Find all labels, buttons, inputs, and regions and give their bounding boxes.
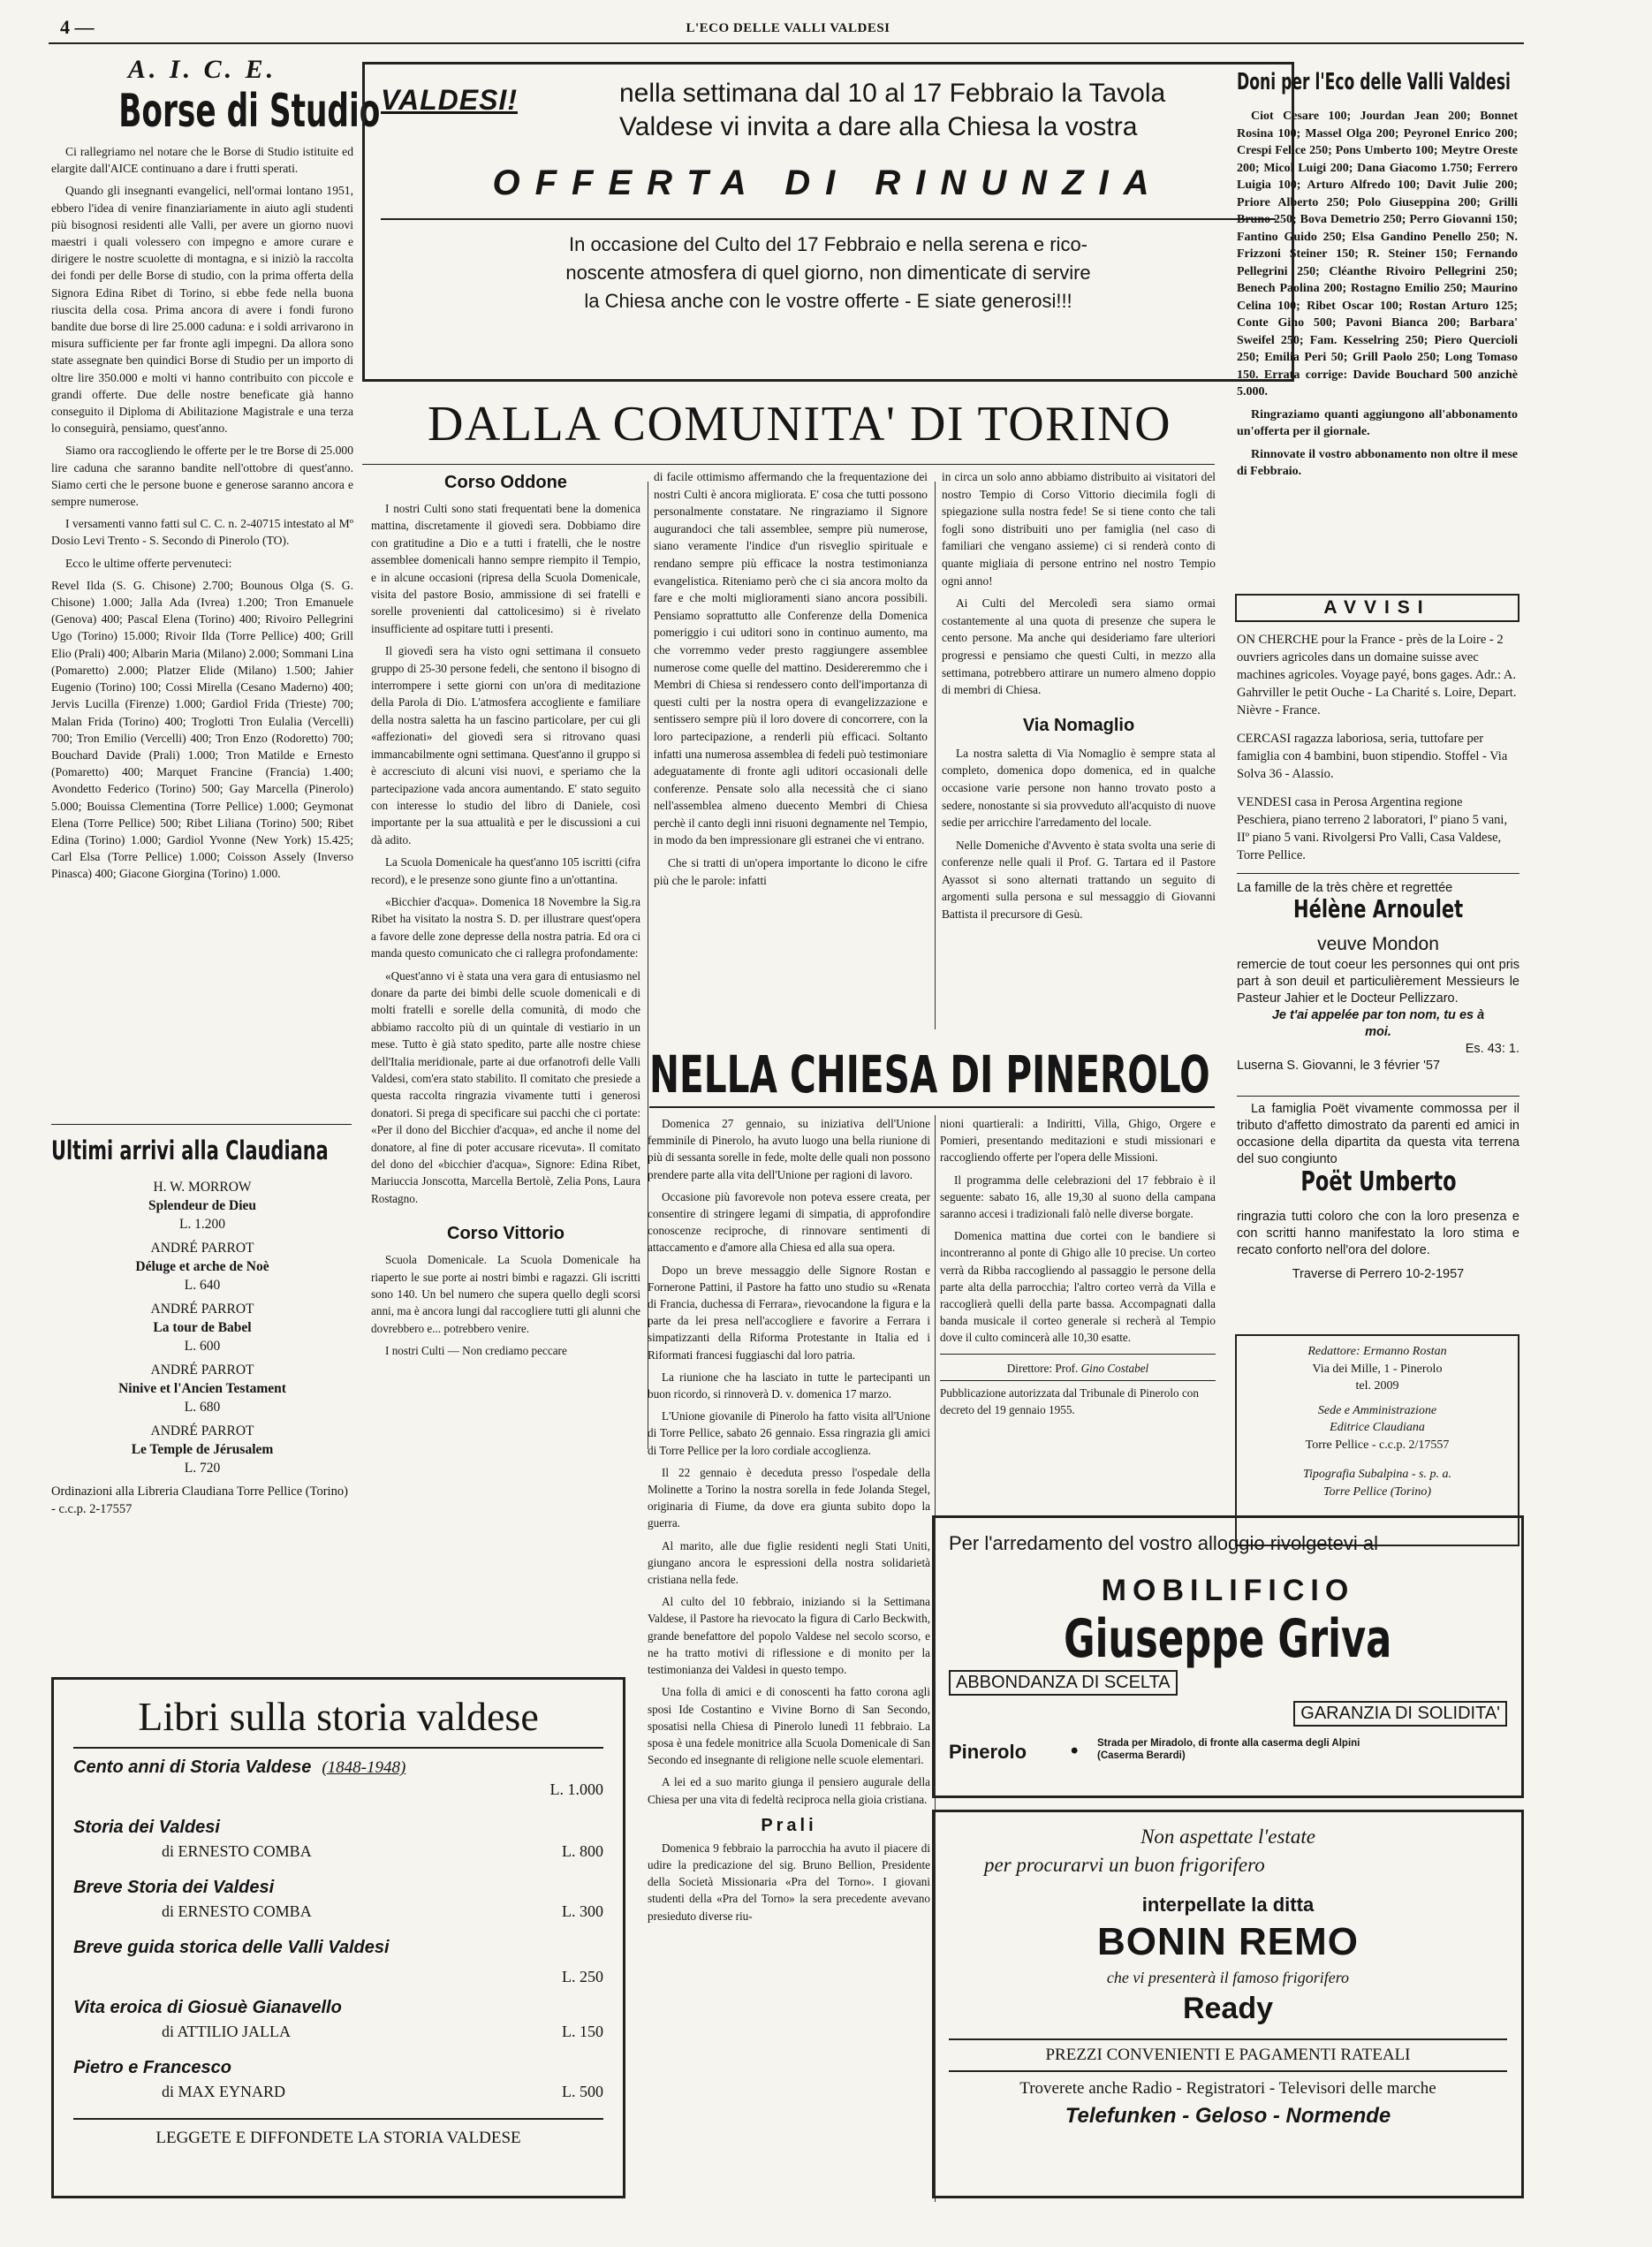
- authorization-text: Pubblicazione autorizzata dal Tribunale di Pinerolo con decreto del 19 gennaio 1955.: [940, 1380, 1216, 1418]
- storia-footer: LEGGETE E DIFFONDETE LA STORIA VALDESE: [73, 2118, 603, 2148]
- doni-heading-wrap: [1237, 69, 1528, 108]
- bonin-ad: [932, 1810, 1524, 2198]
- offerta-line1: nella settimana dal 10 al 17 Febbraio la Tavola: [619, 79, 1166, 108]
- griva-city: Pinerolo: [949, 1741, 1027, 1763]
- offerta-text3: la Chiesa anche con le vostre offerte - E siate generosi!!!: [584, 290, 1072, 312]
- necro1-sub: veuve Mondon: [1317, 934, 1439, 954]
- doni-heading: Doni per l'Eco delle Valli Valdesi: [1237, 69, 1511, 95]
- pinerolo-headline: NELLA CHIESA DI PINEROLO: [649, 1044, 1210, 1105]
- storia-book: [73, 2058, 603, 2113]
- necrology-poet: [1237, 1101, 1519, 1283]
- book-title: Le Temple de Jérusalem: [131, 1442, 274, 1457]
- pinerolo-para-4: La riunione che ha lasciato in tutte le partecipanti un buon ricordo, si rinnoverà D. v. domenica 17 marzo.: [648, 1370, 930, 1401]
- offerta-big: OFFERTA DI RINUNZIA: [492, 163, 1164, 202]
- pinerolo-headline-wrap: [649, 1044, 1215, 1108]
- griva-garanzia: GARANZIA DI SOLIDITA': [1293, 1701, 1507, 1727]
- griva-bullet: •: [1071, 1739, 1079, 1763]
- bonin-sub: che vi presenterà il famoso frigorifero: [1106, 1969, 1350, 1986]
- torino-headline: DALLA COMUNITA' DI TORINO: [427, 397, 1172, 452]
- torino-col2-para-1: di facile ottimismo affermando che la frequentazione dei nostri Culti è ancora migliorata. E' cosa che tutti possono personalmente constatare. Ne ringraziamo il Signore augurandoci che tali assemblee, sempre più numerose, siano veramente l'indice d'un risveglio spirituale e rendano sempre più efficace la nostra testimonianza evangelistica. Riteniamo però che ci sia ancora molto da fare e che molti miglioramenti siano ancora possibili. Pensiamo soprattutto alle Conferenze della Domenica pomeriggio i cui uditori sono in continuo aumento, ma che vorremmo veder presto raggiungere assemblee numerose come quelle del mattino. Desidereremmo che i Membri di Chiesa si rendessero conto dell'importanza di questi culti per la nostra opera di evangelizzazione e sentissero sempre più il loro dovere di concorrere, con la loro partecipazione, a renderli più efficaci. Soltanto infatti una numerosa assemblea di fedeli può testimoniare adeguatamente di fronte agli uditori occasionali delle conferenze. Pensate solo alla necessità che ci siano nell'assemblea almeno duecento Membri di Chiesa perchè il canto degli inni risuoni degnamente nel Tempio, in modo da ben impressionare gli estranei che vi entrano.: [654, 470, 928, 847]
- storia-book-price: L. 250: [562, 1968, 603, 1985]
- director-name: Gino Costabel: [1080, 1361, 1149, 1375]
- book-author: ANDRÉ PARROT: [150, 1363, 254, 1378]
- bonin-brands: Telefunken - Geloso - Normende: [1065, 2104, 1391, 2128]
- book-title: Splendeur de Dieu: [148, 1198, 257, 1213]
- redazione-line: Torre Pellice (Torino): [1322, 1484, 1432, 1499]
- storia-book-title: Breve guida storica delle Valli Valdesi: [73, 1938, 390, 1957]
- torino-divider-2: [935, 482, 936, 1029]
- book-title: Ninive et l'Ancien Testament: [118, 1381, 286, 1396]
- offerta-valdesi: VALDESI!: [381, 84, 518, 116]
- necro1-intro: La famille de la très chère et regrettée: [1237, 881, 1453, 895]
- prali-para: Domenica 9 febbraio la parrocchia ha avuto il piacere di udire la predicazione del sig. Bruno Bellion, Presidente della Società Missionaria «Pra del Torno». I giovani studenti della «Pra del Torno» la sera precedente avevano presieduto diverse riu-: [648, 1841, 930, 1923]
- pinerolo-para-1: Domenica 27 gennaio, su iniziativa dell'Unione femminile di Pinerolo, ha avuto luogo una bella riunione di più di sessanta sorelle in fede, molte delle quali non possono prendere parte alla vita dell'Unione per ragioni di lavoro.: [648, 1117, 930, 1181]
- doni-thanks: Ringraziamo quanti aggiungono all'abbonamento un'offerta per il giornale.: [1237, 407, 1518, 438]
- pinerolo-para-5: L'Unione giovanile di Pinerolo ha fatto visita all'Unione di Torre Pellice, sabato 26 gennaio. Essa ringrazia gli amici di Torre Pellice per la loro cordiale accoglienza.: [648, 1409, 930, 1457]
- storia-book: [73, 1878, 603, 1938]
- claudiana-book: [51, 1300, 353, 1355]
- torino-col3-para-2: Ai Culti del Mercoledì sera siamo ormai costantemente al una quota di presenze che supera le cento persone. Ma anche qui desideriamo fare ulteriori progressi e pensiamo che questi Culti, in mezzo alla settimana, potrebbero attirare un numero almeno doppio di membri di Chiesa.: [942, 596, 1216, 697]
- oddone-para-1: I nostri Culti sono stati frequentati bene la domenica mattina, discretamente il giovedì sera. Dobbiamo dire con gratitudine a Dio e a tutti i fratelli, che le nostre assemblee domenicali hanno sempre riempito il Tempio, e in alcune occasioni (ripresa della Scuola Domenicale, visita del pastore Bosio, ammissione di sei fratelli e sorelle provenienti dal cattolicesimo) si è rivelato insufficiente ad ospitare tutti i presenti.: [371, 502, 640, 635]
- griva-ad: [932, 1515, 1524, 1798]
- griva-top: Per l'arredamento del vostro alloggio rivolgetevi al: [949, 1532, 1379, 1554]
- doni-body: [1237, 108, 1518, 486]
- aice-rule: [51, 1124, 352, 1125]
- book-author: ANDRÉ PARROT: [150, 1241, 254, 1256]
- prali-heading: Prali: [761, 1815, 817, 1835]
- bonin-line2: per procurarvi un buon frigorifero: [984, 1854, 1265, 1876]
- storia-box: [51, 1677, 625, 2198]
- storia-book-title: Storia dei Valdesi: [73, 1818, 220, 1837]
- director-label: Direttore: Prof.: [1006, 1361, 1079, 1375]
- book-price: L. 1.200: [178, 1217, 226, 1232]
- bonin-line1: Non aspettate l'estate: [1140, 1826, 1315, 1848]
- pinerolo-para-2: Occasione più favorevole non poteva essere creata, per consentire di stringere legami di simpatia, di approfondire conoscenze reciproche, di rinnovare sentimenti di attaccamento e d'amore alla Chiesa ed alla sua opera.: [648, 1189, 930, 1255]
- page-number: 4 —: [60, 16, 95, 38]
- masthead-title: L'ECO DELLE VALLI VALDESI: [686, 21, 890, 35]
- storia-book-author: di ATTILIO JALLA: [162, 2023, 291, 2040]
- storia-book-title: Vita eroica di Giosuè Gianavello: [73, 1998, 342, 2017]
- oddone-para-2: Il giovedì sera ha visto ogni settimana il consueto gruppo di 25-30 persone fedeli, che sentono il bisogno di interrompere i sette giorni con un'ora di meditazione della Parola di Dio. L'atmosfera accogliente e familiare della nostra saletta ha un fascino particolare, per cui gli «affezionati» del giovedì sera si ritrovano quasi immancabilmente ogni settimana. Quest'anno il gruppo si è accresciuto di alcuni visi nuovi, e speriamo che la partecipazione vada ancora aumentando. E' stato seguito con interesse lo studio del libro di Daniele, così importante per la sua attualità e per le discussioni a cui dà adito.: [371, 644, 640, 846]
- griva-mobilificio: MOBILIFICIO: [1101, 1574, 1355, 1607]
- aice-para-3: Siamo ora raccogliendo le offerte per le tre Borse di 25.000 lire caduna che saranno bandite nell'ottobre di quest'anno. Siamo certi che le persone buone e generose saranno ancora e sempre numerose.: [51, 444, 353, 509]
- book-title: Déluge et arche de Noè: [135, 1259, 269, 1274]
- torino-col1: [371, 468, 640, 1365]
- book-title: La tour de Babel: [153, 1320, 252, 1335]
- necro1-place: Luserna S. Giovanni, le 3 février '57: [1237, 1059, 1441, 1073]
- nomaglio-para-2: Nelle Domeniche d'Avvento è stata svolta una serie di conferenze nelle quali il Prof. G. Tartara ed il Pastore Ayassot si sono alternati trattando un seguito di argomenti sulla persona e sul messaggio di Giovanni Battista il precursore di Gesù.: [942, 838, 1216, 922]
- redazione-line: Tipografia Subalpina - s. p. a.: [1302, 1468, 1452, 1481]
- doni-renew: Rinnovate il vostro abbonamento non oltre il mese di Febbraio.: [1237, 447, 1518, 478]
- griva-address: Strada per Miradolo, di fronte alla caserma degli Alpini (Caserma Berardi): [1097, 1738, 1360, 1761]
- aice-headline: Borse di Studio: [118, 85, 381, 138]
- storia-book-author: di ERNESTO COMBA: [162, 1842, 312, 1860]
- aice-para-1: Ci rallegriamo nel notare che le Borse di Studio istituite ed elargite dall'AICE continuano a dare i frutti sperati.: [51, 145, 353, 176]
- bonin-interpellate: interpellate la ditta: [1141, 1894, 1315, 1916]
- storia-book-title: Cento anni di Storia Valdese: [73, 1757, 312, 1777]
- storia-book-price: L. 150: [562, 2023, 603, 2040]
- torino-col3: [942, 468, 1216, 929]
- storia-book-title: Breve Storia dei Valdesi: [73, 1878, 275, 1897]
- aice-article: [51, 55, 381, 888]
- storia-book: [73, 1938, 603, 1998]
- avvisi-rule: [1237, 873, 1519, 874]
- torino-col2-para-2: Che si tratti di un'opera importante lo dicono le cifre più che le parole: infatti: [654, 856, 928, 887]
- aice-body: [51, 143, 353, 883]
- nomaglio-heading: Via Nomaglio: [1022, 715, 1135, 735]
- offerta-box: [362, 62, 1294, 382]
- book-price: L. 600: [184, 1339, 221, 1354]
- storia-book-price: L. 300: [562, 1902, 603, 1920]
- necro1-name: Hélène Arnoulet: [1292, 894, 1464, 923]
- necro1-text: remercie de tout coeur les personnes qui ont pris part à son deuil et particulièrement Messieurs le Pasteur Jahier et le Docteur Pellizzaro.: [1237, 958, 1519, 1006]
- nomaglio-para-1: La nostra saletta di Via Nomaglio è sempre stata al completo, domenica dopo domenica, ed in qualche occasione varie persone non hanno trovato posto a sedere, nonostante si sia provveduto all'acquisto di nuove sedie per arricchire l'arredamento del locale.: [942, 746, 1216, 830]
- oddone-para-4: «Bicchier d'acqua». Domenica 18 Novembre la Sig.ra Ribet ha visitato la nostra S. D. per illustrare quest'opera a favore delle zone depresse della nostra patria. Ed ora ci manda questo comunicato che ci rallegra profondamente:: [371, 894, 640, 960]
- redazione-line: Via dei Mille, 1 - Pinerolo: [1312, 1362, 1443, 1376]
- book-price: L. 680: [184, 1400, 221, 1415]
- torino-col3-para-1: in circa un solo anno abbiamo distribuito ai visitatori del nostro Tempio di Corso Vittorio diecimila fogli di spiegazione sulla nostra fede! Se si tiene conto che tali fogli sono distribuiti uno per famiglia (nel caso di familiari che vengano assieme) ci si renderà conto di quante migliaia di persone entrino nel nostro Tempio ogni anno!: [942, 470, 1216, 588]
- aice-para-4: I versamenti vanno fatti sul C. C. n. 2-40715 intestato al Mº Dosio Levi Trento - S. Secondo di Pinerolo (TO).: [51, 517, 353, 548]
- pinerolo-col2-para-3: Domenica mattina due cortei con le bandiere si incontreranno al ponte di Ghigo alle 10 precise. Un corteo verrà da Ribba raccogliendo al passaggio le persone della parte alta della parrocchia; l'altro corteo verrà da Villa e raccoglierà quelli della parte bassa. Accompagnati dalla banda musicale il corteo generale si recherà al Tempio dove il culto comincerà alle 10,30 esatte.: [940, 1229, 1216, 1345]
- oddone-heading: Corso Oddone: [444, 473, 567, 492]
- redazione-line: Sede e Amministrazione: [1317, 1403, 1437, 1417]
- redazione-line: tel. 2009: [1355, 1379, 1399, 1393]
- book-author: ANDRÉ PARROT: [150, 1423, 254, 1439]
- redazione-line: Redattore: Ermanno Rostan: [1307, 1345, 1447, 1358]
- necro2-text: ringrazia tutti coloro che con la loro presenza e con scritti hanno manifestato la loro stima e recato conforto nell'ora del dolore.: [1237, 1210, 1519, 1257]
- pinerolo-col1: [648, 1115, 930, 1930]
- avviso-item: VENDESI casa in Perosa Argentina regione Peschiera, piano terreno 2 laboratori, Iº piano 5 vani, IIº piano 5 vani. Rivolgersi Pro Valli, Casa Valdese, Torre Pellice.: [1237, 795, 1508, 862]
- redazione-line: Torre Pellice - c.c.p. 2/17557: [1305, 1438, 1450, 1452]
- redazione-box: [1235, 1334, 1519, 1546]
- aice-offers: Revel Ilda (S. G. Chisone) 2.700; Bounous Olga (S. G. Chisone) 1.000; Jalla Ada (Ivrea) 1.200; Tron Emanuele (Genova) 400; Pascal Elena (Torino) 400; Rivoiro Pellegrini Ugo (Torino) 15.000; Rivoir Ilda (Torre Pellice) 400; Grill Elio (Prali) 400; Albarin Maria (Milano) 2.000; Sommani Lina (Pomaretto) 2.000; Platzer Elide (Milano) 1.500; Jahier Eugenio (Torino) 100; Cossi Mirella (Cesano Maderno) 400; Jervis Lucilla (Firenze) 1.000; Gardiol Frida (Trieste) 700; Malan Frida (Torino) 400; Troglotti Tron Eulalia (Vercelli) 700; Tron Emilio (Vercelli) 400; Tron Enzo (Rodoretto) 700; Bouchard Davide (Prali) 1.000; Tron Matilde e Ernesto (Pomaretto) 400; Marquet Francine (Francia) 1.400; Avondetto Federico (Torino) 500; Gay Marcella (Pinerolo) 5.000; Bouissa Clementina (Torre Pellice) 1.000; Geymonat Elena (Torre Pellice) 500; Ribet Liliana (Torino) 500; Ribet Edina (Torino) 1.000; Gardiol Yvonne (New York) 15.425; Carl Elsa (Torre Pellice) 1.000; Coisson Assely (Inverso Pinasca) 400; Giacone Giorgina (Torino) 1.000.: [51, 578, 353, 881]
- claudiana-book: [51, 1422, 353, 1477]
- torino-rule: [362, 464, 1215, 465]
- avvisi-body: [1237, 631, 1518, 869]
- necro2-name: Poët Umberto: [1300, 1166, 1457, 1197]
- griva-name: Giuseppe Griva: [1064, 1608, 1392, 1670]
- storia-book-extra: (1848-1948): [322, 1758, 406, 1777]
- avvisi-heading-box: [1235, 594, 1519, 622]
- oddone-para-5: «Quest'anno vi è stata una vera gara di entusiasmo nel donare da parte dei bimbi delle scuole domenicali e di molti fratelli e sorelle della comunità, di modo che abbiamo raccolto più di un quintale di vestiario in un mese. Tutto è già stato spedito, parte alle nostre chiese dell'Italia meridionale, parte ai due orfanotrofi delle Valli Valdesi, com'era stato stabilito. Il comitato che presiede a questa raccolta ringrazia vivamente tutti i generosi donatori. Si prega di specificare sui pacchi che ci portate: «Per il dono del Bicchier d'acqua», ed anche il nome del donatore, al fine di poter accusare ricevuta». Il comitato del dono del «bicchier d'acqua», Signore: Edina Ribet, Mariuccia Jonscotta, Marcella Bertolè, Zelia Pons, Laura Rostagno.: [371, 968, 640, 1205]
- claudiana-book: [51, 1178, 353, 1234]
- bonin-trov: Troverete anche Radio - Registratori - Televisori delle marche: [1019, 2079, 1436, 2098]
- storia-book-author: di ERNESTO COMBA: [162, 1902, 312, 1920]
- pinerolo-col2-para-1: nioni quartierali: a Indiritti, Villa, Ghigo, Orgere e Pomieri, presentando meditazioni e studi missionari e raccogliendo offerte per l'opera delle Missioni.: [940, 1117, 1216, 1165]
- offerta-rule: [381, 218, 1276, 220]
- claudiana-footer: Ordinazioni alla Libreria Claudiana Torre Pellice (Torino) - c.c.p. 2-17557: [51, 1484, 348, 1516]
- avviso-item: ON CHERCHE pour la France - près de la Loire - 2 ouvriers agricoles dans un domaine suisse avec machines agricoles. Voyage payé, bons gages. Adr.: A. Gahrviller le petit Ouche - La Charité s. Loire, Depart. Nièvre - France.: [1237, 633, 1517, 717]
- storia-book: [73, 1757, 603, 1818]
- storia-book: [73, 1818, 603, 1878]
- storia-book-author: di MAX EYNARD: [162, 2083, 286, 2100]
- pinerolo-para-9: Una folla di amici e di conoscenti ha fatto corona agli sposi Ide Costantino e Vivine Borno di San Secondo, sposatisi nella Chiesa di Pinerolo lunedì 11 febbraio. La sposa è una fedele monitrice alla Scuola Domenicale di San Secondo ed insegnante di religione nelle scuole elementari.: [648, 1685, 930, 1767]
- necro1-ref: Es. 43: 1.: [1465, 1042, 1519, 1056]
- book-author: ANDRÉ PARROT: [150, 1302, 254, 1317]
- claudiana-book: [51, 1239, 353, 1294]
- avviso-item: CERCASI ragazza laboriosa, seria, tuttofare per famiglia con 4 bambini, buon stipendio. Stoffel - Via Solva 36 - Alassio.: [1237, 732, 1508, 781]
- offerta-line2: Valdese vi invita a dare alla Chiesa la vostra: [619, 112, 1138, 141]
- torino-col2: [654, 468, 928, 894]
- offerta-text1: In occasione del Culto del 17 Febbraio e nella serena e rico-: [568, 233, 1088, 255]
- storia-book-title: Pietro e Francesco: [73, 2058, 231, 2077]
- bonin-ready: Ready: [1182, 1992, 1274, 2025]
- pinerolo-para-3: Dopo un breve messaggio delle Signore Rostan e Fornerone Pattini, il Pastore ha fatto uno studio su «Renata di Francia, duchessa di Ferrara», rievocandone la figura e la parte da lei presa nell'accogliere e favorire a Ferrara i simpatizzanti della Riforma Protestante in Italia ed i Riformati francesi fuggiaschi dal loro patria.: [648, 1263, 930, 1362]
- necro-rule: [1237, 1096, 1519, 1097]
- storia-book-price: L. 800: [562, 1842, 603, 1860]
- storia-book: [73, 1998, 603, 2058]
- aice-para-5: Ecco le ultime offerte pervenuteci:: [65, 556, 232, 570]
- aice-kicker: A. I. C. E.: [127, 55, 277, 84]
- book-price: L. 640: [184, 1278, 221, 1293]
- oddone-para-3: La Scuola Domenicale ha quest'anno 105 iscritti (cifra record), e le presenze sono giunte fino a un'ottantina.: [371, 855, 640, 886]
- claudiana-box: [51, 1135, 353, 1518]
- griva-abbondanza: ABBONDANZA DI SCELTA: [949, 1670, 1178, 1696]
- pinerolo-col2-para-2: Il programma delle celebrazioni del 17 febbraio è il seguente: sabato 16, alle 19,30 al suono della campana saranno accesi i tradizionali falò nelle diverse borgate.: [940, 1173, 1216, 1221]
- necro2-intro: La famiglia Poët vivamente commossa per il tributo d'affetto dimostrato da parenti ed amici in occasione della dipartita da questa vita terrena del suo congiunto: [1237, 1102, 1519, 1166]
- pinerolo-para-7: Al marito, alle due figlie residenti negli Stati Uniti, giungano ancora le espressioni della nostra solidarietà cristiana nella fede.: [648, 1538, 930, 1587]
- pinerolo-para-6: Il 22 gennaio è deceduta presso l'ospedale della Molinette a Torino la nostra sorella in fede Jolanda Stegel, originaria di Fiume, da dove era giunta subito dopo la guerra.: [648, 1465, 930, 1530]
- storia-heading: Libri sulla storia valdese: [73, 1692, 603, 1749]
- necrology-arnoulet: [1237, 880, 1519, 1074]
- bonin-name: BONIN REMO: [1097, 1920, 1359, 1963]
- vittorio-para-2: I nostri Culti — Non crediamo peccare: [385, 1344, 567, 1358]
- pinerolo-col2: [940, 1115, 1216, 1418]
- claudiana-book: [51, 1361, 353, 1416]
- offerta-text2: noscente atmosfera di quel giorno, non dimenticate di servire: [565, 262, 1091, 284]
- vittorio-para-1: Scuola Domenicale. La Scuola Domenicale ha riaperto le sue porte ai nostri bimbi e ragazzi. Gli iscritti sono 140. Un bel numero che supera quello degli scorsi anni, ma è ancora lungi dal raccogliere tutti gli alunni che dovrebbero e... potrebbero venire.: [371, 1253, 640, 1335]
- redazione-line: Editrice Claudiana: [1330, 1421, 1425, 1434]
- claudiana-heading: Ultimi arrivi alla Claudiana: [51, 1135, 329, 1165]
- vittorio-heading: Corso Vittorio: [447, 1224, 565, 1244]
- pinerolo-para-10: A lei ed a suo marito giunga il pensiero augurale della Chiesa per una vita di fedeltà reciproca nella gioia cristiana.: [648, 1775, 930, 1806]
- book-author: H. W. MORROW: [153, 1180, 252, 1195]
- necro1-quote: Je t'ai appelée par ton nom, tu es à moi.: [1271, 1008, 1485, 1039]
- storia-book-price: L. 500: [562, 2083, 603, 2100]
- aice-para-2: Quando gli insegnanti evangelici, nell'ormai lontano 1951, ebbero l'idea di venire finanziariamente in aiuto agli studenti più bisognosi residenti alle Valli, per avere un giorno nuovi maestri i quali volessero con impegno e amore curare e dirigere le nostre scuolette di montagna, e si iniziò la raccolta dei fondi per delle Borse di studio, con la prima offerta della Signora Edina Ribet di Torino, si ebbe fede nella buona riuscita della cosa. Prima ancora di avere i fondi furono bandite due borse di lire 25.000 caduna: e i soldi arrivarono in misura sufficiente per far fronte agli impegni. Da allora sono state assegnate ben quindici Borse di Studio per un importo di oltre lire 350.000 e molti vi hanno contribuito con piccole e grandi offerte. Due delle nostre beneficate già hanno conseguito il Diploma di Abilitazione Magistrale e una terza lo conseguirà, pensiamo, quest'anno.: [51, 184, 353, 436]
- necro2-place: Traverse di Perrero 10-2-1957: [1292, 1267, 1465, 1281]
- book-price: L. 720: [184, 1461, 221, 1476]
- storia-book-price: L. 1.000: [549, 1780, 603, 1798]
- pinerolo-para-8: Al culto del 10 febbraio, iniziando si la Settimana Valdese, il Pastore ha rievocato la figura di Carlo Beckwith, grande benefattore del popolo Valdese nel secolo scorso, e ne ha tratto motivi di riflessione e di monito per la testimonianza dei Valdesi in questo tempo.: [648, 1595, 930, 1677]
- avvisi-heading: AVVISI: [1323, 597, 1431, 618]
- masthead-rule: [49, 42, 1524, 44]
- doni-list: Ciot Cesare 100; Jourdan Jean 200; Bonnet Rosina 100; Massel Olga 200; Peyronel Enrico 200; Crespi Felice 250; Pons Umberto 100; Meytre Oreste 200; Micol Luigi 200; Dana Giacomo 1.750; Ferrero Luigia 100; Arturo Alfredo 100; Davit Julie 200; Priore Alberto 250; Polo Giuseppina 200; Grilli Bruno 250; Bova Demetrio 250; Perro Giovanni 150; Fantino Guido 250; Elsa Gandino Penello 250; N. Frizzoni Steiner 150; R. Steiner 150; Fernando Pellegrini 250; Cléanthe Rivoiro Pellegrini 250; Benech Paolina 200; Rostagno Emilio 250; Maurino Celina 100; Ribet Oscar 100; Rostan Arturo 125; Conte Gino 500; Pavoni Bianca 200; Barbara' Sweifel 250; Fam. Kesselring 250; Piero Quercioli 250; Emilia Peri 50; Grill Paolo 250; Long Tomaso 150. Errata corrige: Davide Bouchard 500 anzichè 5.000.: [1237, 110, 1518, 399]
- bonin-prezzi: PREZZI CONVENIENTI E PAGAMENTI RATEALI: [949, 2038, 1507, 2072]
